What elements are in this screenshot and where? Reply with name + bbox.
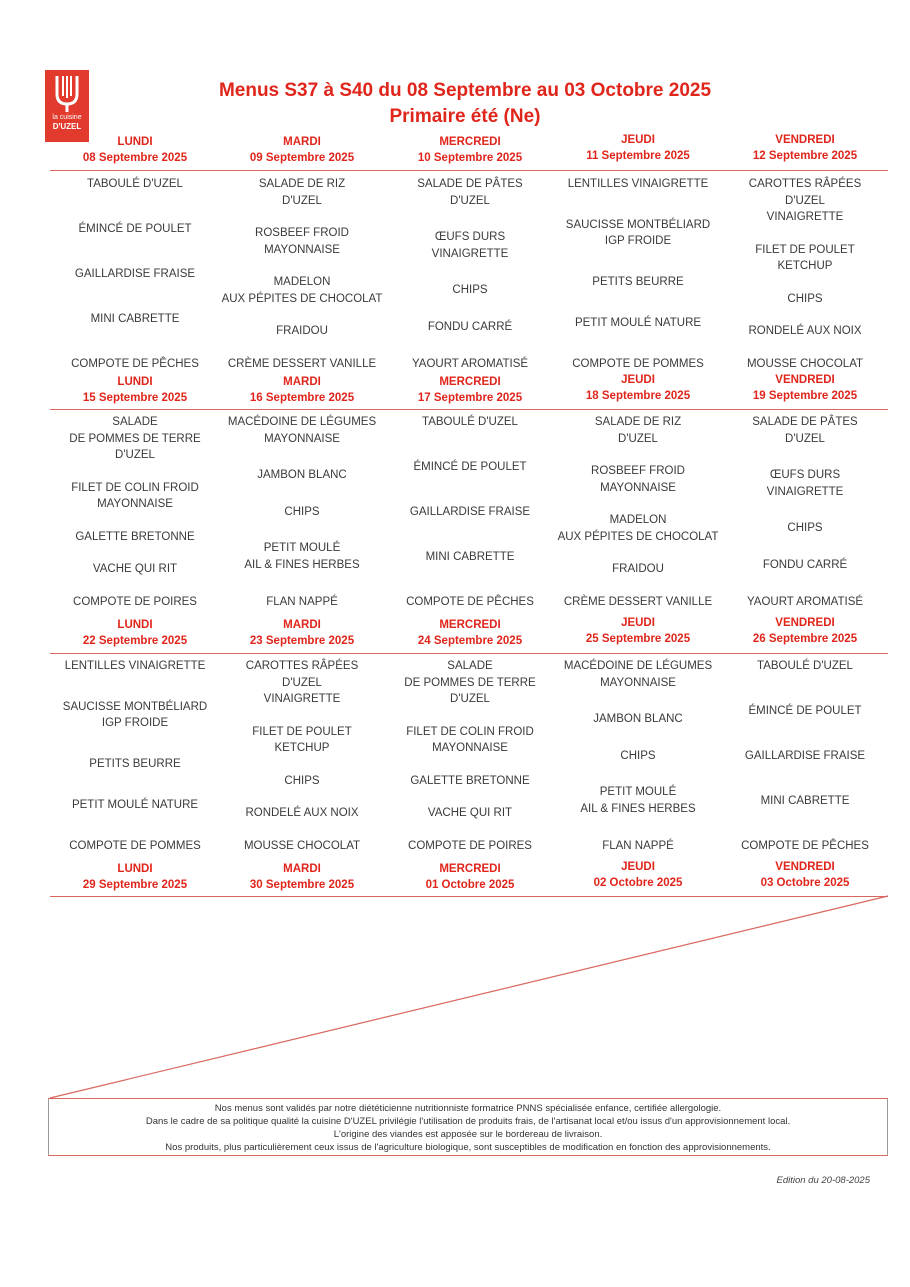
day-name: MERCREDI [439, 136, 501, 148]
menu-item: GALETTE BRETONNE [75, 530, 195, 543]
day-date: 16 Septembre 2025 [249, 392, 355, 404]
menu-item: PETIT MOULÉ NATURE [71, 798, 199, 811]
menu-item: JAMBON BLANC [593, 713, 683, 726]
menu-item: FILET DE COLIN FROID MAYONNAISE [71, 481, 199, 510]
menu-item: FLAN NAPPÉ [266, 595, 338, 608]
menu-item: FONDU CARRÉ [762, 558, 848, 571]
menu-item: PETITS BEURRE [592, 276, 684, 288]
menu-item: COMPOTE DE PÊCHES [741, 839, 869, 852]
menu-item: YAOURT AROMATISÉ [746, 595, 864, 608]
menu-item: PETITS BEURRE [89, 758, 181, 770]
day-name: JEUDI [621, 861, 655, 873]
day-name: LUNDI [117, 376, 153, 388]
menu-item: FRAIDOU [612, 563, 664, 575]
menu-item: ÉMINCÉ DE POULET [78, 222, 192, 235]
menu-item: MOUSSE CHOCOLAT [746, 357, 864, 370]
menu-item: PETIT MOULÉ AIL & FINES HERBES [244, 542, 360, 571]
day-name: VENDREDI [775, 374, 835, 386]
day-date: 11 Septembre 2025 [586, 150, 690, 162]
edition-date: Edition du 20-08-2025 [776, 1175, 870, 1186]
menu-item: PETIT MOULÉ NATURE [574, 316, 702, 329]
day-name: MERCREDI [439, 619, 501, 631]
menu-item: SALADE DE POMMES DE TERRE D'UZEL [404, 660, 536, 705]
menu-item: ÉMINCÉ DE POULET [748, 704, 862, 717]
menu-item: CRÈME DESSERT VANILLE [227, 357, 377, 370]
day-name: MERCREDI [439, 863, 501, 875]
menu-item: FONDU CARRÉ [427, 320, 513, 333]
day-name: JEUDI [621, 134, 655, 146]
day-date: 30 Septembre 2025 [249, 879, 355, 891]
menu-item: ROSBEEF FROID MAYONNAISE [255, 227, 349, 256]
menu-item: MINI CABRETTE [760, 794, 850, 807]
footer-line: Dans le cadre de sa politique qualité la cuisine D'UZEL privilégie l'utilisation de produits frais, de l'artisanat local et/ou issus d'un approvisionnement local. [145, 1116, 791, 1127]
menu-item: ÉMINCÉ DE POULET [413, 460, 527, 473]
menu-item: SAUCISSE MONTBÉLIARD IGP FROIDE [565, 218, 711, 248]
day-date: 03 Octobre 2025 [760, 877, 850, 889]
page-subtitle: Primaire été (Ne) [389, 106, 541, 127]
menu-item: CHIPS [284, 505, 320, 518]
menu-item: CHIPS [787, 522, 823, 535]
day-date: 23 Septembre 2025 [249, 635, 355, 647]
day-name: LUNDI [117, 136, 153, 148]
menu-item: CHIPS [452, 284, 488, 297]
day-date: 26 Septembre 2025 [752, 633, 858, 645]
menu-item: SALADE DE RIZ D'UZEL [258, 178, 346, 207]
menu-item: GAILLARDISE FRAISE [744, 749, 866, 762]
menu-item: SAUCISSE MONTBÉLIARD IGP FROIDE [62, 700, 208, 730]
day-name: MARDI [283, 376, 321, 388]
day-date: 29 Septembre 2025 [82, 879, 188, 891]
menu-item: TABOULÉ D'UZEL [422, 416, 518, 428]
menu-item: SALADE DE PÂTES D'UZEL [417, 178, 523, 207]
menu-item: COMPOTE DE POIRES [73, 595, 197, 608]
menu-item: ŒUFS DURS VINAIGRETTE [431, 231, 509, 260]
day-date: 15 Septembre 2025 [82, 392, 188, 404]
menu-item: VACHE QUI RIT [427, 807, 513, 819]
day-date: 08 Septembre 2025 [82, 152, 188, 164]
day-date: 24 Septembre 2025 [417, 635, 523, 647]
day-name: MARDI [283, 619, 321, 631]
footer-line: L'origine des viandes est apposée sur le bordereau de livraison. [333, 1129, 603, 1140]
logo-text-bottom: D'UZEL [52, 122, 82, 131]
day-date: 10 Septembre 2025 [417, 152, 523, 164]
page-title: Menus S37 à S40 du 08 Septembre au 03 Octobre 2025 [218, 80, 712, 101]
menu-item: RONDELÉ AUX NOIX [245, 807, 359, 819]
day-date: 01 Octobre 2025 [425, 879, 515, 891]
menu-item: JAMBON BLANC [257, 469, 347, 482]
day-name: JEUDI [621, 374, 655, 386]
day-date: 17 Septembre 2025 [417, 392, 523, 404]
footer-line: Nos produits, plus particulièrement ceux issus de l'agriculture biologique, sont susceptibles de modification en fonction des approvisionnements. [165, 1142, 771, 1153]
menu-item: COMPOTE DE POMMES [572, 357, 704, 370]
menu-item: MACÉDOINE DE LÉGUMES MAYONNAISE [227, 416, 377, 445]
day-name: LUNDI [117, 863, 153, 875]
menu-item: FRAIDOU [276, 325, 328, 337]
menu-item: MADELON AUX PÉPITES DE CHOCOLAT [557, 514, 719, 543]
day-date: 18 Septembre 2025 [585, 390, 691, 402]
menu-item: SALADE DE RIZ D'UZEL [594, 416, 682, 445]
menu-item: SALADE DE PÂTES D'UZEL [752, 416, 858, 445]
menu-item: MINI CABRETTE [90, 312, 180, 325]
menu-item: FLAN NAPPÉ [602, 839, 674, 852]
menu-item: LENTILLES VINAIGRETTE [567, 178, 709, 190]
logo-text-top: la cuisine [52, 114, 82, 121]
menu-item: FILET DE POULET KETCHUP [252, 725, 352, 754]
menu-item: CHIPS [284, 774, 320, 787]
menu-item: GAILLARDISE FRAISE [74, 267, 196, 280]
day-name: VENDREDI [775, 617, 835, 629]
menu-item: COMPOTE DE PÊCHES [406, 595, 534, 608]
menu-item: CHIPS [620, 749, 656, 762]
menu-item: COMPOTE DE POIRES [408, 839, 532, 852]
menu-item: FILET DE COLIN FROID MAYONNAISE [406, 725, 534, 754]
day-name: MERCREDI [439, 376, 501, 388]
day-date: 22 Septembre 2025 [82, 635, 188, 647]
menu-item: GALETTE BRETONNE [410, 774, 530, 787]
menu-item: CAROTTES RÂPÉES D'UZEL VINAIGRETTE [245, 660, 359, 705]
menu-item: GAILLARDISE FRAISE [409, 505, 531, 518]
menu-item: LENTILLES VINAIGRETTE [64, 660, 206, 672]
day-name: VENDREDI [775, 861, 835, 873]
menu-item: MACÉDOINE DE LÉGUMES MAYONNAISE [563, 660, 713, 689]
menu-item: MINI CABRETTE [425, 550, 515, 563]
day-name: VENDREDI [775, 134, 835, 146]
day-date: 25 Septembre 2025 [585, 633, 691, 645]
menu-item: YAOURT AROMATISÉ [411, 357, 529, 370]
day-date: 09 Septembre 2025 [249, 152, 355, 164]
menu-item: PETIT MOULÉ AIL & FINES HERBES [580, 786, 696, 815]
menu-item: MOUSSE CHOCOLAT [243, 839, 361, 852]
menu-item: ROSBEEF FROID MAYONNAISE [591, 465, 685, 494]
menu-item: TABOULÉ D'UZEL [87, 178, 183, 190]
day-name: JEUDI [621, 617, 655, 629]
menu-item: MADELON AUX PÉPITES DE CHOCOLAT [221, 276, 383, 305]
day-name: MARDI [283, 863, 321, 875]
menu-item: TABOULÉ D'UZEL [757, 660, 853, 672]
menu-item: COMPOTE DE PÊCHES [71, 357, 199, 370]
footer-notice [48, 1098, 888, 1156]
menu-item: SALADE DE POMMES DE TERRE D'UZEL [69, 416, 201, 461]
day-name: MARDI [283, 136, 321, 148]
footer-line: Nos menus sont validés par notre diététicienne nutritionniste formatrice PNNS spécialisée enfance, certifiée allergologie. [214, 1103, 722, 1114]
menu-item: ŒUFS DURS VINAIGRETTE [766, 469, 844, 498]
day-name: LUNDI [117, 619, 153, 631]
menu-item: CHIPS [787, 292, 823, 305]
day-date: 02 Octobre 2025 [593, 877, 683, 889]
menu-item: RONDELÉ AUX NOIX [748, 325, 862, 337]
menu-item: CRÈME DESSERT VANILLE [563, 595, 713, 608]
menu-item: COMPOTE DE POMMES [69, 839, 201, 852]
menu-item: CAROTTES RÂPÉES D'UZEL VINAIGRETTE [748, 178, 862, 223]
day-date: 19 Septembre 2025 [752, 390, 858, 402]
day-date: 12 Septembre 2025 [752, 150, 858, 162]
menu-item: FILET DE POULET KETCHUP [755, 243, 855, 272]
menu-item: VACHE QUI RIT [92, 563, 178, 575]
